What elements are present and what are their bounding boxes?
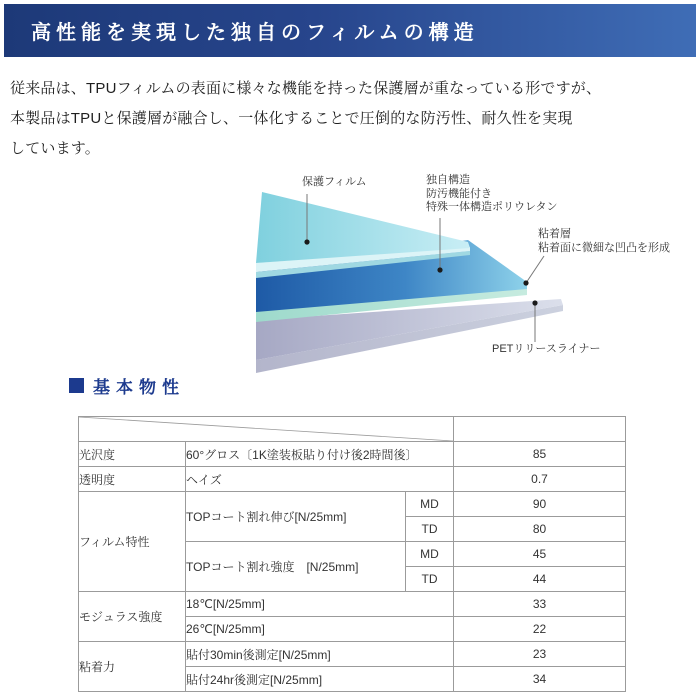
category-cell: 粘着力 (79, 642, 186, 692)
category-cell: 透明度 (79, 467, 186, 492)
leader-line-adhesive-layer (526, 256, 544, 283)
label-pet-liner: PETリリースライナー (492, 343, 601, 355)
section-title: 基本物性 (93, 378, 185, 397)
direction-cell: MD (406, 492, 454, 517)
page-header-banner (4, 4, 696, 57)
value-cell: 0.7 (454, 467, 626, 492)
value-cell: 23 (454, 642, 626, 667)
value-cell: 45 (454, 542, 626, 567)
table-row-modulus-18 (79, 592, 626, 617)
category-cell: フィルム特性 (79, 492, 186, 592)
intro-paragraph (10, 74, 694, 164)
table-row-clarity (79, 467, 626, 492)
value-cell: 44 (454, 567, 626, 592)
value-cell: 90 (454, 492, 626, 517)
product-header-cell: ECHELON Headlight PPF (454, 417, 626, 442)
test-cell: 18℃[N/25mm] (186, 592, 454, 617)
category-cell: 光沢度 (79, 442, 186, 467)
value-cell: 85 (454, 442, 626, 467)
table-row-elongation-md (79, 492, 626, 517)
intro-line: しています。 (10, 140, 101, 157)
category-cell: モジュラス強度 (79, 592, 186, 642)
test-cell: 貼付30min後測定[N/25mm] (186, 642, 454, 667)
direction-cell: MD (406, 542, 454, 567)
value-cell: 22 (454, 617, 626, 642)
diagonal-line (79, 417, 453, 441)
intro-line: 本製品はTPUと保護層が融合し、一体化することで圧倒的な防汚性、耐久性を実現 (10, 110, 573, 127)
test-cell: TOPコート割れ強度 [N/25mm] (186, 542, 406, 592)
direction-cell: TD (406, 517, 454, 542)
dot-protective-film (304, 239, 309, 244)
test-cell: 貼付24hr後測定[N/25mm] (186, 667, 454, 692)
direction-cell: TD (406, 567, 454, 592)
film-structure-diagram (250, 172, 680, 384)
table-row-header (79, 417, 626, 442)
value-cell: 34 (454, 667, 626, 692)
section-heading (69, 373, 185, 398)
dot-unique-structure (437, 267, 442, 272)
dot-pet-liner (532, 300, 537, 305)
label-unique-structure: 独自構造 防汚機能付き 特殊一体構造ポリウレタン (426, 174, 558, 213)
table-row-gloss (79, 442, 626, 467)
test-cell: ヘイズ (186, 467, 454, 492)
dot-adhesive-layer (523, 280, 528, 285)
test-cell: 60°グロス〔1K塗装板貼り付け後2時間後〕 (186, 442, 454, 467)
diagonal-header-cell (79, 417, 454, 442)
table-row-adhesion-30min (79, 642, 626, 667)
test-cell: TOPコート割れ伸び[N/25mm] (186, 492, 406, 542)
label-protective-film: 保護フィルム (302, 176, 367, 188)
page-title: 高性能を実現した独自のフィルムの構造 (31, 22, 479, 44)
value-cell: 80 (454, 517, 626, 542)
spec-table (78, 416, 626, 692)
value-cell: 33 (454, 592, 626, 617)
intro-line: 従来品は、TPUフィルムの表面に様々な機能を持った保護層が重なっている形ですが、 (10, 80, 602, 97)
test-cell: 26℃[N/25mm] (186, 617, 454, 642)
label-adhesive-layer: 粘着層 粘着面に微細な凹凸を形成 (538, 228, 670, 254)
section-square-icon (69, 378, 84, 393)
